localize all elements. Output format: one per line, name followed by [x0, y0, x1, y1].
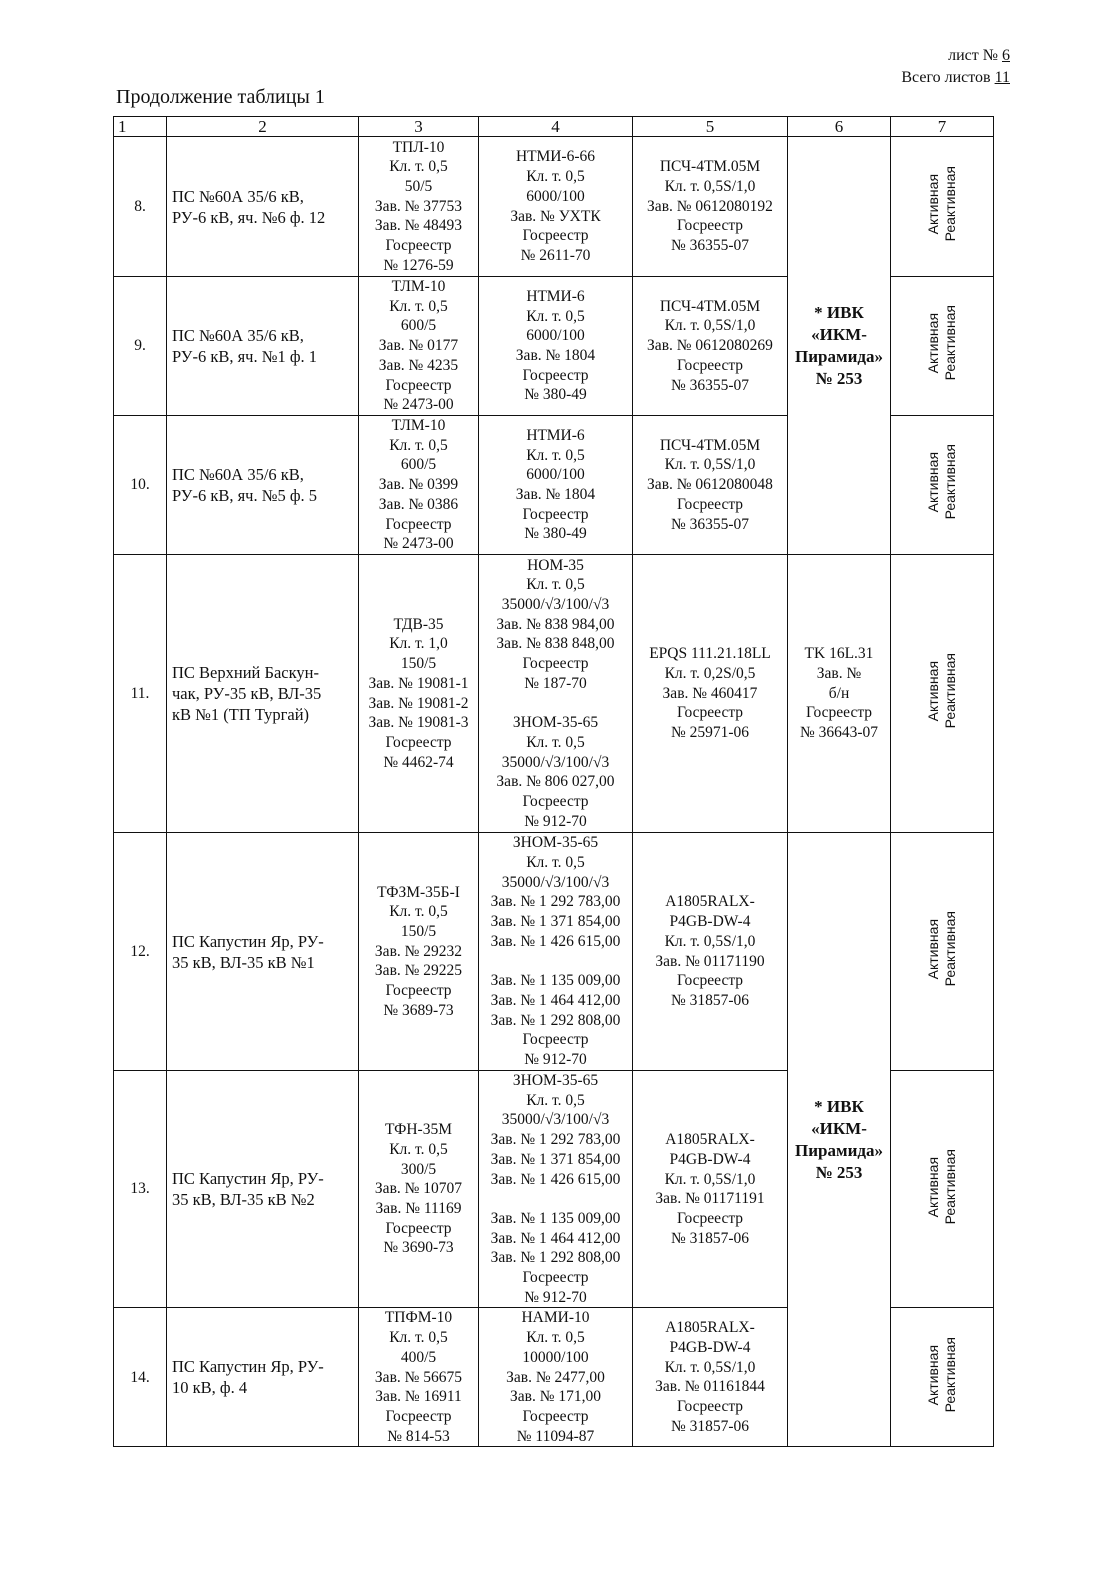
current-transformer: ТФН-35М Кл. т. 0,5 300/5 Зав. № 10707 Зав. № 11169 Госреестр № 3690-73 [359, 1071, 479, 1308]
energy-type-label: Активная Реактивная [925, 444, 958, 520]
energy-type-label: Активная Реактивная [925, 652, 958, 729]
current-transformer: ТЛМ-10 Кл. т. 0,5 600/5 Зав. № 0399 Зав. № 0386 Госреестр № 2473-00 [359, 416, 479, 555]
current-transformer: ТПФМ-10 Кл. т. 0,5 400/5 Зав. № 56675 Зав. № 16911 Госреестр № 814-53 [359, 1308, 479, 1447]
current-transformer: ТФЗМ-35Б-I Кл. т. 0,5 150/5 Зав. № 29232 Зав. № 29225 Госреестр № 3689-73 [359, 833, 479, 1071]
column-header: 7 [891, 117, 994, 137]
ivk-complex: * ИВК «ИКМ- Пирамида» № 253 [788, 833, 891, 1447]
energy-type [891, 277, 994, 416]
voltage-transformer: НАМИ-10 Кл. т. 0,5 10000/100 Зав. № 2477,00 Зав. № 171,00 Госреестр № 11094-87 [479, 1308, 633, 1447]
voltage-transformer: ЗНОМ-35-65 Кл. т. 0,5 35000/√3/100/√3 Зав. № 1 292 783,00 Зав. № 1 371 854,00 Зав. № 1 426 615,00 Зав. № 1 135 009,00 Зав. № 1 464 412,00 Зав. № 1 292 808,00 Госреестр № 912-70 [479, 1071, 633, 1308]
row-number: 10. [114, 416, 167, 555]
energy-type [891, 1308, 994, 1447]
meter: A1805RALX- P4GB-DW-4 Кл. т. 0,5S/1,0 Зав. № 01161844 Госреестр № 31857-06 [633, 1308, 788, 1447]
total-label: Всего листов [901, 69, 995, 86]
column-header: 1 [114, 117, 167, 137]
row-number: 9. [114, 277, 167, 416]
row-number: 8. [114, 137, 167, 277]
energy-type [891, 416, 994, 555]
sheet-label: лист № [948, 47, 1002, 64]
meter: ПСЧ-4ТМ.05М Кл. т. 0,5S/1,0 Зав. № 0612080269 Госреестр № 36355-07 [633, 277, 788, 416]
meter: ПСЧ-4ТМ.05М Кл. т. 0,5S/1,0 Зав. № 0612080192 Госреестр № 36355-07 [633, 137, 788, 277]
table-caption: Продолжение таблицы 1 [116, 86, 325, 108]
ivk-complex: * ИВК «ИКМ- Пирамида» № 253 [788, 137, 891, 555]
voltage-transformer: НТМИ-6 Кл. т. 0,5 6000/100 Зав. № 1804 Госреестр № 380-49 [479, 416, 633, 555]
connection-point: ПС №60А 35/6 кВ, РУ-6 кВ, яч. №5 ф. 5 [167, 416, 359, 555]
table-row [114, 137, 994, 277]
row-number: 11. [114, 555, 167, 833]
table-row [114, 555, 994, 833]
voltage-transformer: НОМ-35 Кл. т. 0,5 35000/√3/100/√3 Зав. № 838 984,00 Зав. № 838 848,00 Госреестр № 187-70 ЗНОМ-35-65 Кл. т. 0,5 35000/√3/100/√3 Зав. № 806 027,00 Госреестр № 912-70 [479, 555, 633, 833]
current-transformer: ТПЛ-10 Кл. т. 0,5 50/5 Зав. № 37753 Зав. № 48493 Госреестр № 1276-59 [359, 137, 479, 277]
sheet-number [948, 47, 1010, 65]
meter: A1805RALX- P4GB-DW-4 Кл. т. 0,5S/1,0 Зав. № 01171191 Госреестр № 31857-06 [633, 1071, 788, 1308]
table-header-row [114, 117, 994, 137]
voltage-transformer: НТМИ-6-66 Кл. т. 0,5 6000/100 Зав. № УХТК Госреестр № 2611-70 [479, 137, 633, 277]
meter: ПСЧ-4ТМ.05М Кл. т. 0,5S/1,0 Зав. № 0612080048 Госреестр № 36355-07 [633, 416, 788, 555]
row-number: 12. [114, 833, 167, 1071]
total-sheets [901, 69, 1010, 87]
total-no: 11 [994, 69, 1010, 86]
data-collector: TK 16L.31 Зав. № б/н Госреестр № 36643-07 [788, 555, 891, 833]
energy-type-label: Активная Реактивная [925, 305, 958, 381]
connection-point: ПС №60А 35/6 кВ, РУ-6 кВ, яч. №6 ф. 12 [167, 137, 359, 277]
meter: A1805RALX- P4GB-DW-4 Кл. т. 0,5S/1,0 Зав. № 01171190 Госреестр № 31857-06 [633, 833, 788, 1071]
equipment-table [113, 116, 994, 1447]
energy-type [891, 137, 994, 277]
energy-type-label: Активная Реактивная [925, 165, 958, 242]
connection-point: ПС Капустин Яр, РУ- 35 кВ, ВЛ-35 кВ №1 [167, 833, 359, 1071]
column-header: 2 [167, 117, 359, 137]
table-row [114, 833, 994, 1071]
column-header: 4 [479, 117, 633, 137]
energy-type [891, 1071, 994, 1308]
row-number: 14. [114, 1308, 167, 1447]
connection-point: ПС Верхний Баскун- чак, РУ-35 кВ, ВЛ-35 кВ №1 (ТП Тургай) [167, 555, 359, 833]
energy-type-label: Активная Реактивная [925, 910, 958, 987]
sheet-no: 6 [1002, 47, 1010, 64]
voltage-transformer: ЗНОМ-35-65 Кл. т. 0,5 35000/√3/100/√3 Зав. № 1 292 783,00 Зав. № 1 371 854,00 Зав. № 1 426 615,00 Зав. № 1 135 009,00 Зав. № 1 464 412,00 Зав. № 1 292 808,00 Госреестр № 912-70 [479, 833, 633, 1071]
column-header: 6 [788, 117, 891, 137]
energy-type-label: Активная Реактивная [925, 1336, 958, 1413]
column-header: 3 [359, 117, 479, 137]
energy-type [891, 555, 994, 833]
row-number: 13. [114, 1071, 167, 1308]
connection-point: ПС Капустин Яр, РУ- 10 кВ, ф. 4 [167, 1308, 359, 1447]
meter: EPQS 111.21.18LL Кл. т. 0,2S/0,5 Зав. № 460417 Госреестр № 25971-06 [633, 555, 788, 833]
energy-type-label: Активная Реактивная [925, 1148, 958, 1225]
connection-point: ПС Капустин Яр, РУ- 35 кВ, ВЛ-35 кВ №2 [167, 1071, 359, 1308]
voltage-transformer: НТМИ-6 Кл. т. 0,5 6000/100 Зав. № 1804 Госреестр № 380-49 [479, 277, 633, 416]
current-transformer: ТЛМ-10 Кл. т. 0,5 600/5 Зав. № 0177 Зав. № 4235 Госреестр № 2473-00 [359, 277, 479, 416]
column-header: 5 [633, 117, 788, 137]
current-transformer: ТДВ-35 Кл. т. 1,0 150/5 Зав. № 19081-1 Зав. № 19081-2 Зав. № 19081-3 Госреестр № 4462-74 [359, 555, 479, 833]
connection-point: ПС №60А 35/6 кВ, РУ-6 кВ, яч. №1 ф. 1 [167, 277, 359, 416]
energy-type [891, 833, 994, 1071]
